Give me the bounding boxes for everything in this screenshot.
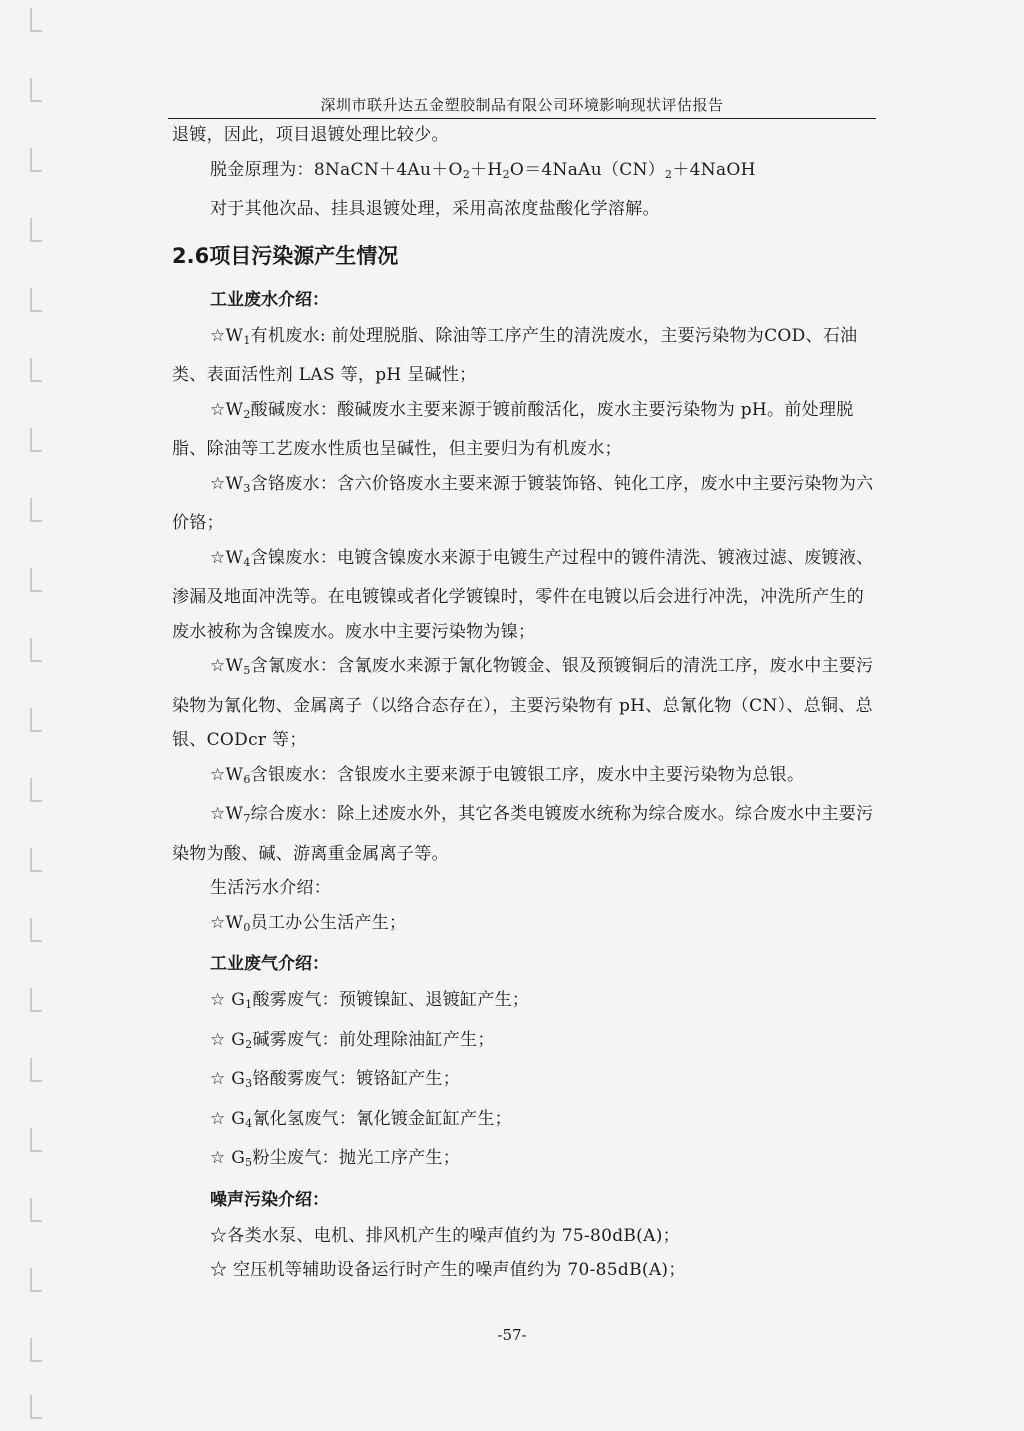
subsection-title: 工业废水介绍：	[210, 289, 329, 310]
intro-line: 对于其他次品、挂具退镀处理，采用高浓度盐酸化学溶解。	[210, 199, 660, 219]
item-subscript: 1	[245, 998, 253, 1011]
item-text: 氰化氢废气：氰化镀金缸缸产生；	[252, 1108, 512, 1129]
item-text: 酸雾废气：预镀镍缸、退镀缸产生；	[252, 990, 530, 1010]
report-title: 深圳市联升达五金塑胶制品有限公司环境影响现状评估报告	[320, 96, 724, 114]
item-text: 有机废水: 前处理脱脂、除油等工序产生的清洗废水，主要污染物为COD、	[250, 325, 823, 346]
item-prefix: ☆W	[210, 912, 244, 933]
item-text: 铬酸雾废气：镀铬缸产生；	[252, 1069, 461, 1089]
item-prefix: ☆ G	[210, 1148, 246, 1168]
item-prefix: ☆ G	[210, 1069, 246, 1089]
item-prefix: ☆ G	[210, 990, 246, 1010]
wastewater-item	[172, 393, 878, 467]
intro-line: 退镀，因此，项目退镀处理比较少。	[172, 125, 449, 145]
wastewater-item	[172, 758, 878, 798]
page-content	[172, 118, 878, 1288]
item-text: 污染物为六价铬；	[172, 473, 874, 533]
item-subscript: 7	[243, 812, 251, 825]
binding-mark	[30, 778, 42, 802]
item-subscript: 4	[245, 1116, 253, 1130]
wastewater-item	[172, 541, 878, 650]
binding-mark	[30, 358, 42, 382]
page-header	[168, 94, 876, 119]
item-subscript: 2	[245, 1037, 253, 1051]
item-subscript: 0	[243, 920, 251, 934]
binding-mark	[30, 78, 42, 102]
item-text: 水中主要污染物为酸、碱、游离重金属离子等。	[172, 804, 874, 864]
binding-mark	[30, 1128, 42, 1152]
section-heading: 2.6项目污染源产生情况	[172, 243, 399, 268]
item-text: 处理脱脂、除油等工艺废水性质也呈碱性，但主要归为有机废水；	[172, 399, 854, 459]
wastewater-item	[172, 797, 878, 871]
item-prefix: ☆W	[210, 399, 244, 420]
item-text: 废镀液、渗漏及地面冲洗等。在电镀镍或者化学镀镍时，零件在电镀以后会进行冲洗，冲洗所产生的废水被称为含镍废水。废水中主要污染物为镍；	[172, 547, 874, 642]
formula-line	[172, 153, 878, 193]
noise-item: ☆ 空压机等辅助设备运行时产生的噪声值约为 70-85dB(A)；	[210, 1260, 686, 1280]
binding-mark	[30, 218, 42, 242]
item-text: 含氰废水：含氰废水来源于氰化物镀金、银及预镀铜后的清洗工序，废	[250, 656, 787, 676]
exhaust-item	[172, 1102, 878, 1142]
item-text: 含铬废水：含六价铬废水主要来源于镀装饰铬、钝化工序，废水中主要	[250, 473, 787, 494]
item-text: 含银废水：含银废水主要来源于电镀银工序，废水中主要污染物为总银。	[250, 764, 805, 785]
item-text: 员工办公生活产生；	[250, 912, 407, 933]
formula-prefix: 脱金原理为：	[210, 159, 314, 180]
formula-part: ＋H	[470, 159, 503, 180]
formula-part: 8NaCN＋4Au＋O	[313, 159, 463, 180]
binding-mark	[30, 988, 42, 1012]
binding-mark	[30, 288, 42, 312]
item-prefix: ☆ G	[210, 1029, 246, 1050]
formula-subscript: 2	[665, 167, 673, 181]
item-subscript: 5	[245, 1156, 253, 1169]
sewage-item	[172, 906, 878, 946]
formula-part: O＝4NaAu（CN）	[509, 159, 666, 180]
wastewater-item	[172, 467, 878, 541]
item-prefix: ☆W	[210, 325, 244, 346]
wastewater-item	[172, 319, 878, 393]
item-subscript: 1	[243, 333, 251, 347]
item-prefix: ☆W	[210, 656, 244, 676]
item-prefix: ☆W	[210, 547, 244, 568]
binding-mark	[30, 148, 42, 172]
exhaust-item	[172, 983, 878, 1023]
formula-subscript: 2	[462, 167, 471, 181]
item-subscript: 2	[243, 407, 251, 421]
binding-mark	[30, 568, 42, 592]
binding-mark	[30, 8, 42, 32]
exhaust-item	[172, 1023, 878, 1063]
item-subscript: 4	[243, 555, 251, 569]
binding-mark	[30, 1058, 42, 1082]
binding-mark	[30, 428, 42, 452]
item-prefix: ☆W	[210, 804, 244, 824]
item-text: 综合废水：除上述废水外，其它各类电镀废水统称为综合废水。综合废	[250, 804, 787, 824]
binding-mark	[30, 638, 42, 662]
item-text: 含镍废水：电镀含镍废水来源于电镀生产过程中的镀件清洗、镀液过滤、	[250, 547, 805, 568]
item-text: 碱雾废气：前处理除油缸产生；	[252, 1029, 495, 1050]
item-text: 水中主要污染物为氰化物、金属离子（以络合态存在），主要污染物有 pH、总氰化物（CN）、总铜、总银、CODcr 等；	[172, 656, 874, 750]
binding-mark	[30, 1395, 42, 1419]
item-subscript: 5	[243, 664, 251, 677]
item-prefix: ☆ G	[210, 1108, 246, 1129]
item-subscript: 3	[243, 481, 251, 495]
subsection-title: 工业废气介绍：	[210, 954, 329, 974]
formula-subscript: 2	[502, 167, 510, 181]
page-number: -57-	[497, 1326, 527, 1344]
binding-marks	[30, 0, 46, 1431]
binding-mark	[30, 1268, 42, 1292]
item-prefix: ☆W	[210, 473, 244, 494]
item-text: 石油类、表面活性剂 LAS 等，pH 呈碱性；	[172, 325, 858, 385]
binding-mark	[30, 708, 42, 732]
item-prefix: ☆W	[210, 764, 244, 785]
exhaust-item	[172, 1141, 878, 1181]
formula-part: ＋4NaOH	[672, 159, 756, 180]
wastewater-item	[172, 649, 878, 758]
subsection-title: 噪声污染介绍：	[210, 1189, 329, 1210]
binding-mark	[30, 918, 42, 942]
binding-mark	[30, 1198, 42, 1222]
binding-mark	[30, 498, 42, 522]
item-subscript: 6	[243, 772, 251, 786]
binding-mark	[30, 848, 42, 872]
item-subscript: 3	[245, 1077, 253, 1090]
item-text: 粉尘废气：抛光工序产生；	[252, 1148, 461, 1168]
exhaust-item	[172, 1062, 878, 1102]
item-text: 酸碱废水：酸碱废水主要来源于镀前酸活化，废水主要污染物为 pH。前	[250, 399, 802, 420]
noise-item: ☆各类水泵、电机、排风机产生的噪声值约为 75-80dB(A)；	[210, 1225, 680, 1246]
subsection-title: 生活污水介绍：	[210, 878, 332, 898]
